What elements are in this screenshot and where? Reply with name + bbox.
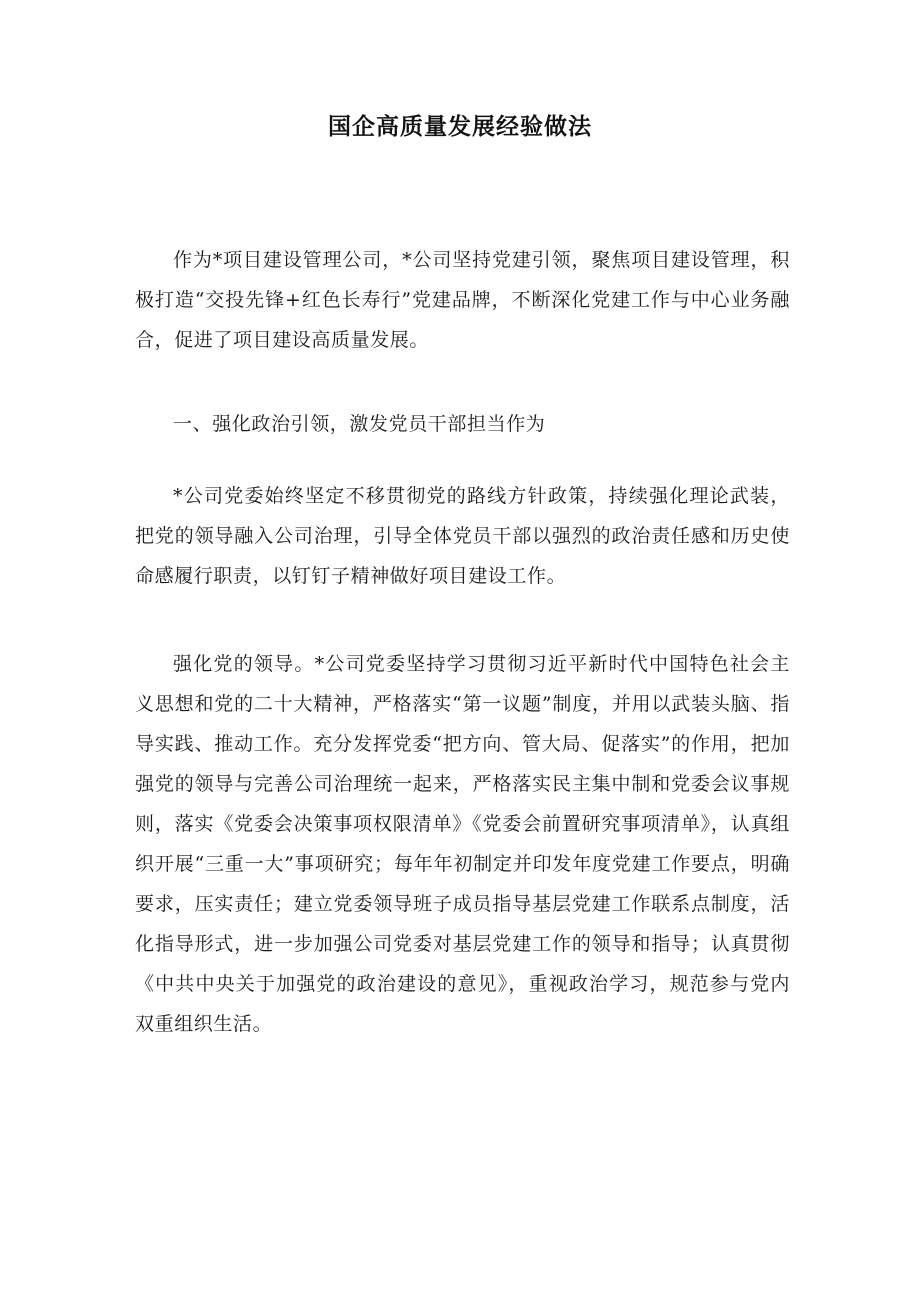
section-detail-paragraph: 强化党的领导。*公司党委坚持学习贯彻习近平新时代中国特色社会主义思想和党的二十大精神，严格落实“第一议题”制度，并用以武装头脑、指导实践、推动工作。充分发挥党委“把方向、管大局、促落实”的作用，把加强党的领导与完善公司治理统一起来，严格落实民主集中制和党委会议事规则，落实《党委会决策事项权限清单》《党委会前置研究事项清单》，认真组织开展“三重一大”事项研究；每年年初制定并印发年度党建工作要点，明确要求，压实责任；建立党委领导班子成员指导基层党建工作联系点制度，活化指导形式，进一步加强公司党委对基层党建工作的领导和指导；认真贯彻《中共中央关于加强党的政治建设的意见》，重视政治学习，规范参与党内双重组织生活。 [135,653,790,1035]
intro-paragraph: 作为*项目建设管理公司，*公司坚持党建引领，聚焦项目建设管理，积极打造“交投先锋+红色长寿行”党建品牌，不断深化党建工作与中心业务融合，促进了项目建设高质量发展。 [135,249,790,351]
section-body-paragraph: *公司党委始终坚定不移贯彻党的路线方针政策，持续强化理论武装，把党的领导融入公司治理，引导全体党员干部以强烈的政治责任感和历史使命感履行职责，以钉钉子精神做好项目建设工作。 [135,485,790,587]
page-title: 国企高质量发展经验做法 [328,114,592,140]
section-heading: 一、强化政治引领，激发党员干部担当作为 [173,413,546,435]
